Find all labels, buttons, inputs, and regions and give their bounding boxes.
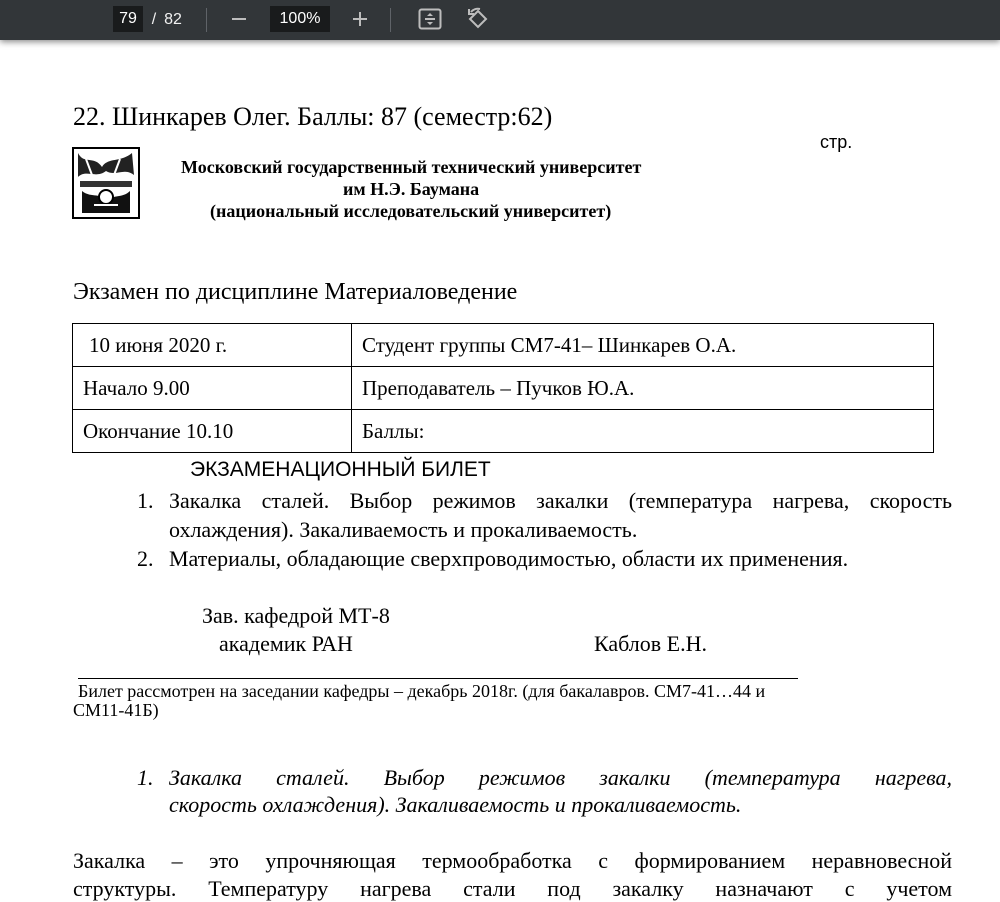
page-number-input[interactable]: 79 xyxy=(113,6,143,32)
table-row xyxy=(73,324,934,367)
question-text: Закалка сталей. Выбор режимов закалки (температура нагрева, скорость xyxy=(169,488,952,513)
university-logo xyxy=(72,147,140,224)
body-paragraph: Закалка – это упрочняющая термообработка с формированием неравновесной xyxy=(73,848,952,873)
question-text: Материалы, обладающие сверхпроводимостью, области их применения. xyxy=(169,546,849,571)
page-separator: / xyxy=(151,11,157,28)
table-cell: Баллы: xyxy=(352,410,934,453)
university-line-3: (национальный исследовательский университет) xyxy=(210,201,612,221)
university-line-1: Московский государственный технический университет xyxy=(181,157,642,177)
table-row xyxy=(73,367,934,410)
zoom-out-icon[interactable] xyxy=(226,6,252,32)
question-number: 1. xyxy=(137,488,154,513)
pdf-toolbar xyxy=(0,0,1000,40)
signature-title: Зав. кафедрой МТ-8 xyxy=(202,603,390,628)
review-note: СМ11-41Б) xyxy=(73,700,159,720)
review-note: Билет рассмотрен на заседании кафедры – декабрь 2018г. (для бакалавров. СМ7-41…44 и xyxy=(78,681,766,701)
toolbar-divider xyxy=(390,8,391,32)
fit-page-icon[interactable] xyxy=(417,6,443,32)
signature-name: Каблов Е.Н. xyxy=(594,631,707,656)
toolbar-divider xyxy=(206,8,207,32)
page-total: 82 xyxy=(164,11,182,28)
ticket-title: ЭКЗАМЕНАЦИОННЫЙ БИЛЕТ xyxy=(190,458,491,481)
table-cell: Окончание 10.10 xyxy=(73,410,352,453)
question-number: 2. xyxy=(137,546,154,571)
signature-rank: академик РАН xyxy=(219,631,353,656)
answer-question-text: Закалка сталей. Выбор режимов закалки (температура нагрева, xyxy=(169,765,952,790)
exam-info-table xyxy=(72,323,934,453)
rotate-icon[interactable] xyxy=(465,6,491,32)
page-label: стр. xyxy=(820,132,853,152)
divider-line xyxy=(78,678,798,679)
table-cell: Начало 9.00 xyxy=(73,367,352,410)
exam-title: Экзамен по дисциплине Материаловедение xyxy=(73,279,518,305)
zoom-level-input[interactable]: 100% xyxy=(270,6,330,32)
university-line-2: им Н.Э. Баумана xyxy=(343,179,480,199)
question-text: охлаждения). Закаливаемость и прокаливаемость. xyxy=(169,517,638,542)
table-row xyxy=(73,410,934,453)
table-cell: 10 июня 2020 г. xyxy=(73,324,352,367)
zoom-in-icon[interactable] xyxy=(347,6,373,32)
answer-question-number: 1. xyxy=(137,765,154,790)
table-cell: Преподаватель – Пучков Ю.А. xyxy=(352,367,934,410)
document-page xyxy=(0,40,1000,901)
student-header-line: 22. Шинкарев Олег. Баллы: 87 (семестр:62) xyxy=(73,102,553,131)
answer-question-text: скорость охлаждения). Закаливаемость и прокаливаемость. xyxy=(169,792,742,817)
table-cell: Студент группы СМ7-41– Шинкарев О.А. xyxy=(352,324,934,367)
body-paragraph: структуры. Температуру нагрева стали под закалку назначают с учетом xyxy=(73,876,952,901)
